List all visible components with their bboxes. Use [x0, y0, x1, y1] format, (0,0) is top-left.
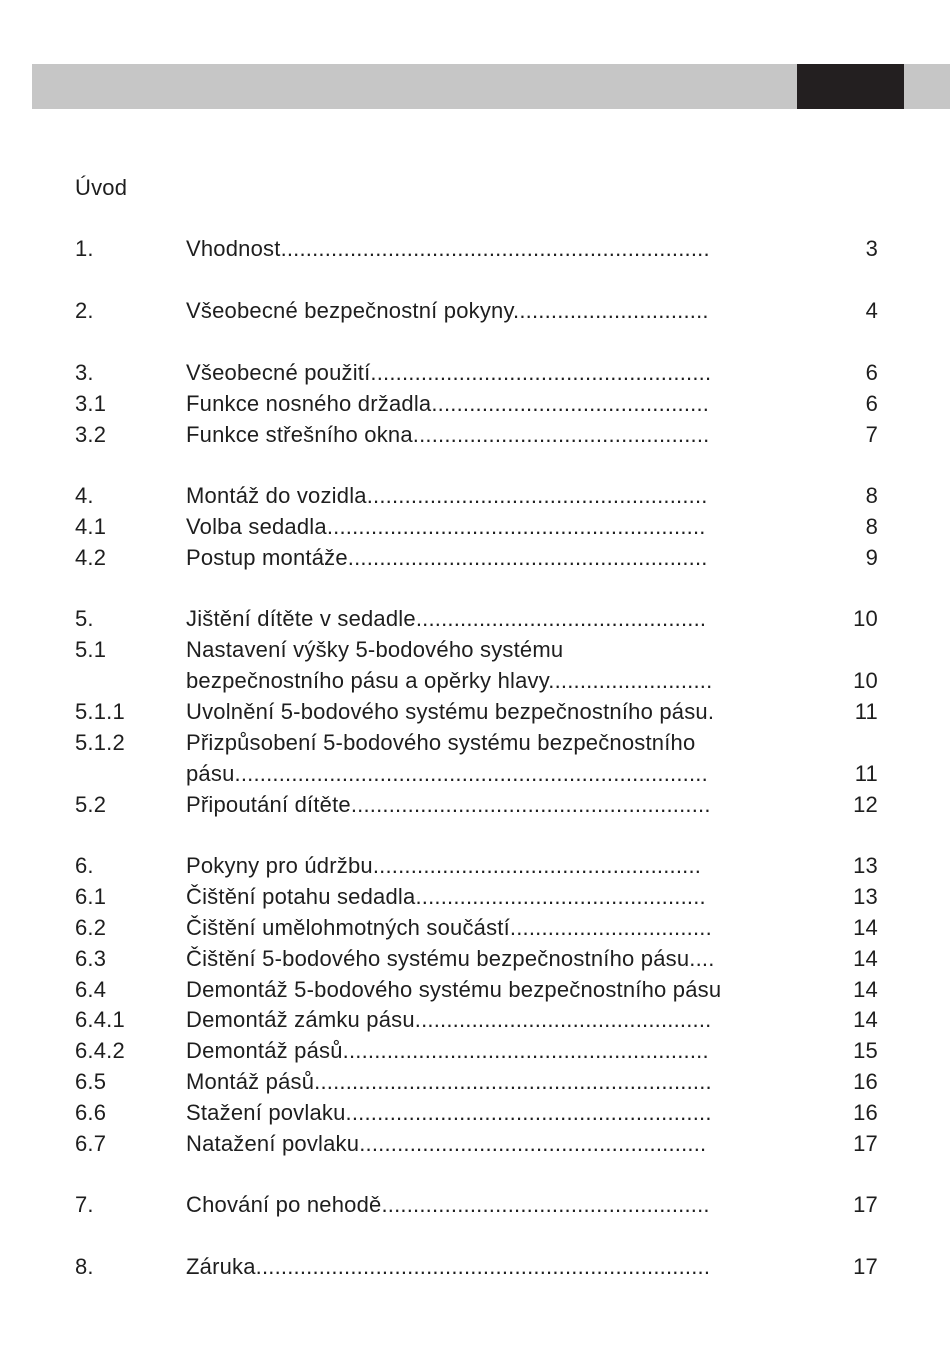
toc-section-number: 5.1.2 [75, 730, 125, 755]
toc-section-number: 6.7 [75, 1131, 107, 1156]
toc-section-title: bezpečnostního pásu a opěrky hlavy.......................... [186, 668, 713, 693]
toc-row [0, 545, 950, 571]
header-page-tab [797, 64, 904, 109]
toc-section-title: Vhodnost.................................................................... [186, 236, 710, 261]
toc-section-number: 3. [75, 360, 94, 385]
toc-page-number: 13 [853, 853, 878, 878]
toc-page-number: 14 [853, 946, 878, 971]
toc-section-number: 6.1 [75, 884, 107, 909]
toc-row [0, 360, 950, 386]
toc-row [0, 391, 950, 417]
toc-section-title: Stažení povlaku.......................................................... [186, 1100, 712, 1125]
toc-row [0, 792, 950, 818]
toc-section-title: Demontáž zámku pásu............................................... [186, 1007, 712, 1032]
toc-section-title: Funkce střešního okna............................................... [186, 422, 710, 447]
toc-section-number: 6.4 [75, 977, 107, 1002]
toc-row [0, 1131, 950, 1157]
toc-section-number: 4.1 [75, 514, 107, 539]
toc-row [0, 884, 950, 910]
toc-section-title: Jištění dítěte v sedadle.............................................. [186, 606, 707, 631]
toc-section-number: 6.4.2 [75, 1038, 125, 1063]
toc-page-number: 9 [865, 545, 878, 570]
toc-row [0, 1038, 950, 1064]
toc-section-title: Záruka........................................................................ [186, 1254, 711, 1279]
toc-row [0, 1192, 950, 1218]
toc-section-number: 6.6 [75, 1100, 107, 1125]
toc-row [0, 946, 950, 972]
toc-page-number: 6 [865, 391, 878, 416]
toc-section-number: 6.2 [75, 915, 107, 940]
toc-row [0, 1069, 950, 1095]
toc-page-number: 14 [853, 915, 878, 940]
toc-page-number: 12 [853, 792, 878, 817]
toc-row [0, 236, 950, 262]
toc-section-title: Všeobecné bezpečnostní pokyny............................... [186, 298, 709, 323]
toc-row [0, 422, 950, 448]
toc-section-number: 4. [75, 483, 94, 508]
toc-section-title: Přizpůsobení 5-bodového systému bezpečnostního [186, 730, 696, 755]
toc-section-number: 4.2 [75, 545, 107, 570]
toc-section-number: 6. [75, 853, 94, 878]
toc-page-number: 8 [865, 514, 878, 539]
toc-section-number: 6.3 [75, 946, 107, 971]
toc-page-number: 17 [853, 1192, 878, 1217]
toc-section-number: 3.1 [75, 391, 107, 416]
toc-row [0, 761, 950, 787]
toc-row [0, 1254, 950, 1280]
toc-section-number: 8. [75, 1254, 94, 1279]
toc-page-number: 16 [853, 1100, 878, 1125]
toc-section-number: 6.4.1 [75, 1007, 125, 1032]
toc-intro: Úvod [75, 175, 128, 200]
toc-section-number: 5.1.1 [75, 699, 125, 724]
toc-section-number: 3.2 [75, 422, 107, 447]
toc-section-title: Chování po nehodě.................................................... [186, 1192, 710, 1217]
toc-page-number: 14 [853, 977, 878, 1002]
toc-section-title: Čištění potahu sedadla.............................................. [186, 884, 706, 909]
toc-page-number: 11 [854, 699, 878, 724]
toc-page-number: 17 [853, 1254, 878, 1279]
toc-row [0, 668, 950, 694]
toc-page-number: 15 [853, 1038, 878, 1063]
toc-section-number: 2. [75, 298, 94, 323]
toc-section-title: Pokyny pro údržbu.................................................... [186, 853, 702, 878]
toc-section-title: Funkce nosného držadla............................................ [186, 391, 710, 416]
toc-page-number: 6 [865, 360, 878, 385]
toc-row [0, 699, 950, 725]
toc-section-title: Nastavení výšky 5-bodového systému [186, 637, 564, 662]
toc-row [0, 977, 950, 1003]
toc-section-number: 6.5 [75, 1069, 107, 1094]
toc-row [0, 1007, 950, 1033]
toc-page-number: 11 [854, 761, 878, 786]
toc-page-number: 17 [853, 1131, 878, 1156]
toc-section-title: Všeobecné použití...................................................... [186, 360, 712, 385]
toc-section-number: 5. [75, 606, 94, 631]
toc-row [0, 298, 950, 324]
toc-row [0, 637, 950, 663]
toc-section-number: 1. [75, 236, 94, 261]
toc-section-title: pásu........................................................................... [186, 761, 708, 786]
toc-section-title: Postup montáže......................................................... [186, 545, 708, 570]
toc-page-number: 16 [853, 1069, 878, 1094]
toc-page-number: 13 [853, 884, 878, 909]
toc-section-title: Natažení povlaku....................................................... [186, 1131, 707, 1156]
toc-section-title: Čištění 5-bodového systému bezpečnostního pásu.... [186, 946, 715, 971]
toc-section-title: Volba sedadla............................................................ [186, 514, 706, 539]
toc-row [0, 730, 950, 756]
toc-page-number: 8 [865, 483, 878, 508]
toc-page-number: 10 [853, 668, 878, 693]
toc-section-number: 7. [75, 1192, 94, 1217]
toc-section-title: Montáž do vozidla...................................................... [186, 483, 708, 508]
toc-page-number: 3 [865, 236, 878, 261]
toc-page-number: 4 [865, 298, 878, 323]
toc-page-number: 14 [853, 1007, 878, 1032]
toc-section-title: Čištění umělohmotných součástí................................ [186, 915, 712, 940]
toc-row [0, 514, 950, 540]
toc-row [0, 853, 950, 879]
toc-row [0, 1100, 950, 1126]
toc-row [0, 915, 950, 941]
toc-row [0, 483, 950, 509]
toc-section-title: Montáž pásů............................................................... [186, 1069, 712, 1094]
toc-section-title: Demontáž 5-bodového systému bezpečnostního pásu [186, 977, 722, 1002]
toc-section-title: Uvolnění 5-bodového systému bezpečnostního pásu. [186, 699, 715, 724]
toc-page-number: 10 [853, 606, 878, 631]
toc-page-number: 7 [865, 422, 878, 447]
toc-section-title: Připoutání dítěte......................................................... [186, 792, 711, 817]
toc-row [0, 606, 950, 632]
toc-section-number: 5.1 [75, 637, 107, 662]
toc-section-title: Demontáž pásů.......................................................... [186, 1038, 709, 1063]
toc-section-number: 5.2 [75, 792, 107, 817]
